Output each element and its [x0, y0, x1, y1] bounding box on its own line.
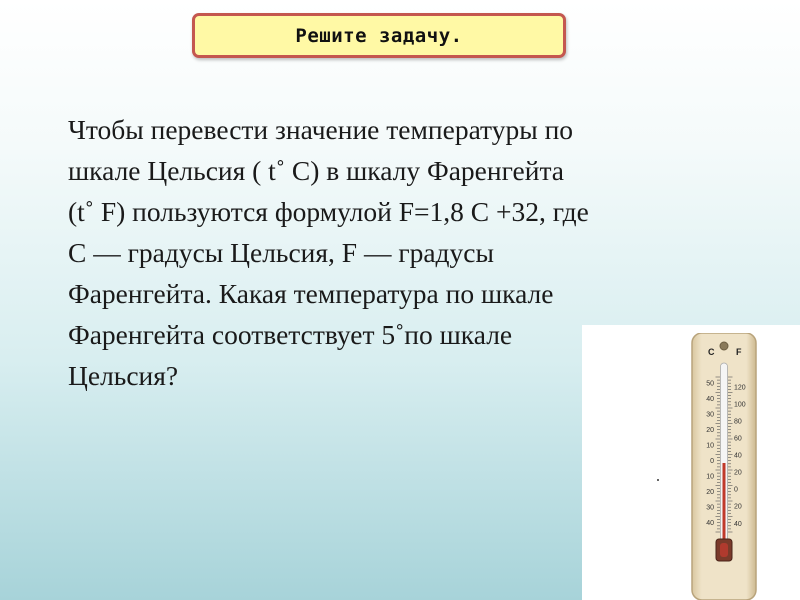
celsius-tick-label: 30 — [706, 411, 714, 419]
fahrenheit-tick-label: 40 — [734, 452, 742, 460]
celsius-tick-label: 40 — [706, 520, 714, 527]
celsius-tick-label: 30 — [706, 504, 714, 512]
problem-line: C — градусы Цельсия, F — градусы — [68, 237, 494, 268]
celsius-tick-label: 40 — [706, 396, 714, 403]
fahrenheit-tick-label: 40 — [734, 520, 742, 528]
problem-line: (t˚ F) пользуются формулой F=1,8 C +32, где — [68, 196, 589, 227]
celsius-tick-label: 20 — [706, 427, 714, 434]
fahrenheit-label: F — [736, 347, 742, 357]
problem-line: Цельсия? — [68, 360, 179, 391]
thermometer-image — [690, 333, 760, 600]
fahrenheit-tick-label: 80 — [734, 418, 742, 426]
problem-line: Фаренгейта. Какая температура по шкале — [68, 278, 554, 309]
fahrenheit-tick-label: 0 — [734, 486, 738, 494]
celsius-label: C — [708, 347, 715, 357]
celsius-tick-label: 10 — [706, 442, 714, 450]
dot-mark — [657, 479, 659, 481]
fahrenheit-tick-label: 60 — [734, 435, 742, 443]
celsius-tick-label: 10 — [706, 473, 714, 481]
fahrenheit-tick-label: 20 — [734, 503, 742, 511]
celsius-tick-label: 20 — [706, 489, 714, 496]
fahrenheit-tick-label: 100 — [734, 401, 746, 409]
hanging-hole — [720, 342, 728, 350]
problem-line: шкале Цельсия ( t˚ C) в шкалу Фаренгейта — [68, 155, 565, 186]
celsius-tick-label: 0 — [710, 458, 714, 465]
fahrenheit-tick-label: 120 — [734, 384, 746, 392]
slide-title: Решите задачу. — [295, 24, 463, 47]
title-banner — [192, 13, 566, 58]
problem-line: Чтобы перевести значение температуры по — [68, 114, 574, 145]
problem-line: Фаренгейта соответствует 5˚по шкале — [68, 319, 513, 350]
fahrenheit-tick-label: 20 — [734, 469, 742, 477]
bulb — [720, 543, 728, 557]
celsius-tick-label: 50 — [706, 380, 714, 388]
